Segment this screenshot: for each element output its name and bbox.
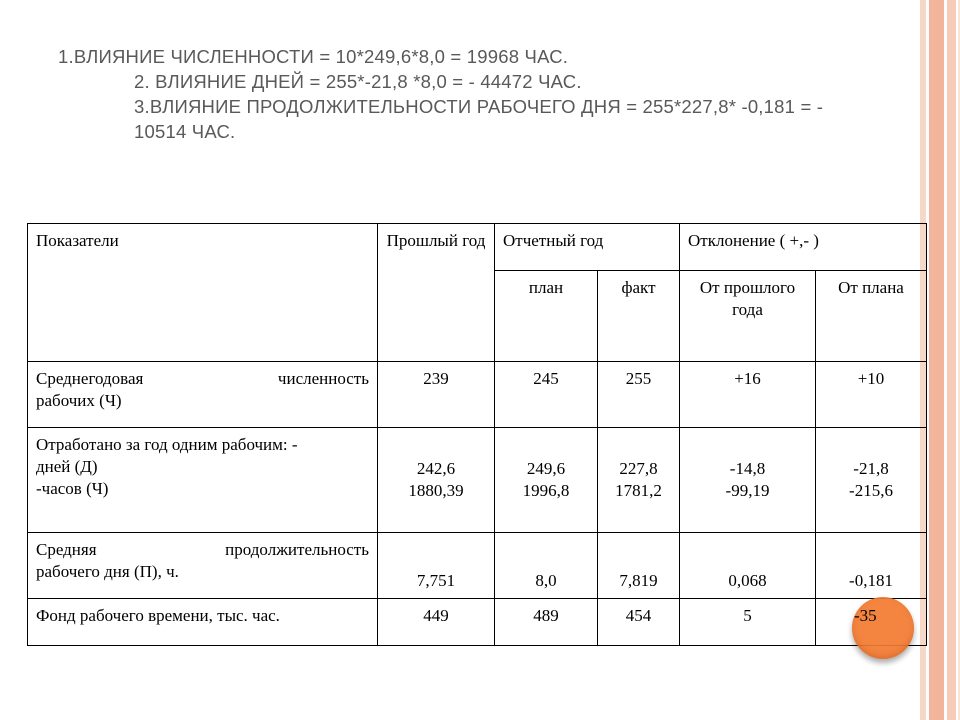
cell-prev: 239	[378, 362, 495, 428]
heading-line-2: 2. ВЛИЯНИЕ ДНЕЙ = 255*-21,8 *8,0 = - 44472 ЧАС.	[134, 71, 582, 92]
heading-line-1: 1.ВЛИЯНИЕ ЧИСЛЕННОСТИ = 10*249,6*8,0 = 19968 ЧАС.	[58, 46, 569, 67]
cell-prev: 449	[378, 599, 495, 646]
cell-dev-prev: +16	[680, 362, 816, 428]
value: 227,8	[619, 459, 658, 478]
label-part: Среднегодовая	[36, 369, 144, 388]
row-label	[28, 428, 378, 533]
header-previous-year: Прошлый год	[378, 224, 495, 362]
table-row	[28, 599, 927, 646]
value: -14,8	[729, 459, 766, 478]
label-part: Средняя	[36, 540, 97, 559]
header-reporting-year: Отчетный год	[495, 224, 680, 271]
cell-plan: 489	[495, 599, 598, 646]
cell-dev-prev	[680, 428, 816, 533]
header-plan: план	[495, 271, 598, 362]
table-row	[28, 362, 927, 428]
header-fact: факт	[598, 271, 680, 362]
slide-heading	[58, 44, 878, 144]
cell-fact	[598, 428, 680, 533]
row-label: Фонд рабочего времени, тыс. час.	[28, 599, 378, 646]
stripe	[929, 0, 944, 720]
value: 1996,8	[522, 481, 570, 500]
label-part: -часов (Ч)	[36, 479, 109, 498]
row-label	[28, 533, 378, 599]
cell-plan: 245	[495, 362, 598, 428]
label-part: продолжительность	[225, 540, 369, 559]
cell-dev-plan	[816, 428, 927, 533]
label-part: дней (Д)	[36, 457, 98, 476]
stripe	[947, 0, 956, 720]
cell-prev	[378, 428, 495, 533]
heading-line-4: 10514 ЧАС.	[134, 121, 236, 142]
cell-dev-plan: +10	[816, 362, 927, 428]
cell-plan	[495, 428, 598, 533]
table-row	[28, 533, 927, 599]
header-from-plan: От плана	[816, 271, 927, 362]
cell-dev-plan-value: -35	[854, 606, 877, 625]
table-header-row	[28, 224, 927, 271]
cell-dev-plan: -0,181	[816, 533, 927, 599]
value: 242,6	[416, 459, 456, 478]
label-part: численность	[277, 369, 369, 388]
value: 1880,39	[408, 481, 464, 500]
cell-dev-prev: 5	[680, 599, 816, 646]
label-part: Отработано за год одним рабочим: -	[36, 435, 298, 454]
table-row	[28, 428, 927, 533]
cell-fact: 255	[598, 362, 680, 428]
header-from-prev-year: От прошлого года	[680, 271, 816, 362]
header-deviation: Отклонение ( +,- )	[680, 224, 927, 271]
value: -99,19	[725, 481, 770, 500]
cell-fact: 7,819	[598, 533, 680, 599]
cell-prev: 7,751	[378, 533, 495, 599]
value: 1781,2	[615, 481, 662, 500]
label-part: рабочих (Ч)	[36, 391, 122, 410]
cell-plan: 8,0	[495, 533, 598, 599]
cell-fact: 454	[598, 599, 680, 646]
value: -215,6	[849, 481, 893, 500]
label-part: рабочего дня (П), ч.	[36, 562, 179, 581]
value: -21,8	[853, 459, 889, 478]
cell-dev-prev: 0,068	[680, 533, 816, 599]
value: 249,6	[526, 459, 566, 478]
heading-line-3: 3.ВЛИЯНИЕ ПРОДОЛЖИТЕЛЬНОСТИ РАБОЧЕГО ДНЯ = 255*227,8* -0,181 = -	[134, 96, 824, 117]
header-indicators: Показатели	[28, 224, 378, 362]
analysis-table	[27, 223, 927, 646]
row-label	[28, 362, 378, 428]
